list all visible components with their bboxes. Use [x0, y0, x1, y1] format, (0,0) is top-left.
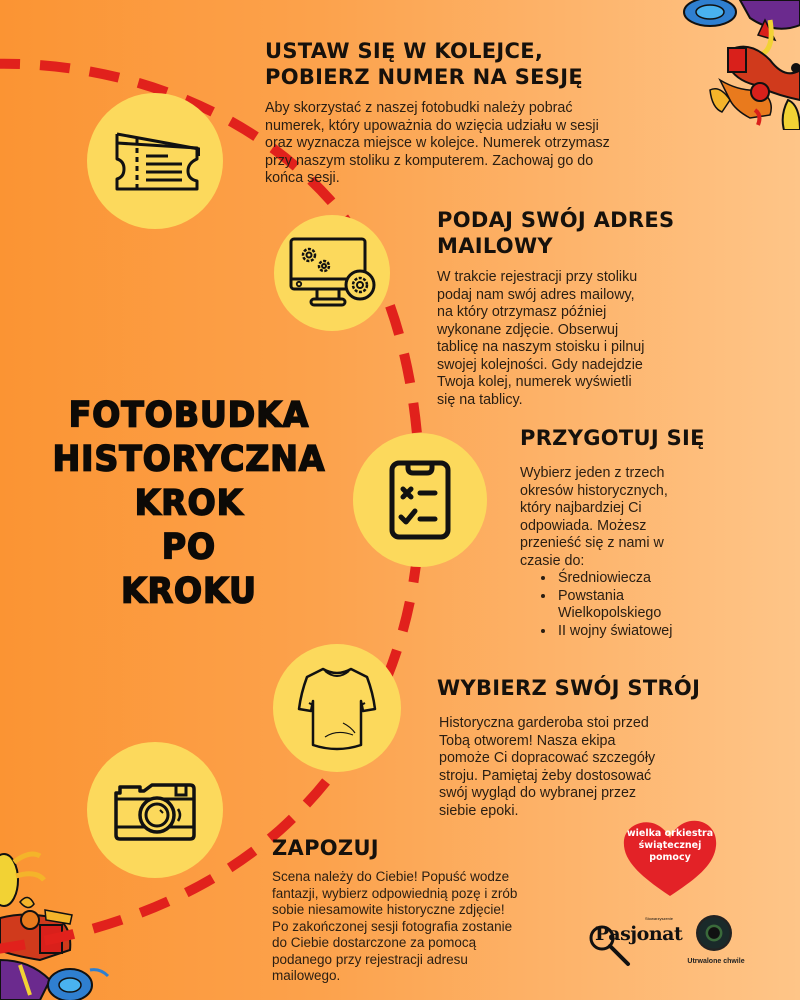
heading-line: ZAPOZUJ — [272, 836, 379, 860]
body-line: okresów historycznych, — [520, 482, 668, 499]
body-line: końca sesji. — [265, 170, 340, 186]
heading-line: WYBIERZ SWÓJ STRÓJ — [437, 676, 701, 700]
camera-icon — [112, 779, 198, 841]
body-line: stroju. Pamiętaj żeby dostosować — [439, 767, 652, 784]
body-line: Tobą otworem! Nasza ekipa — [439, 732, 616, 749]
body-line: Aby skorzystać z naszej fotobudki należy pobrać — [265, 100, 573, 116]
body-line: Po zakończonej sesji fotografia zostanie — [272, 918, 513, 934]
step-4 — [437, 675, 737, 820]
body-line: Wybierz jeden z trzech — [520, 465, 665, 481]
step-2 — [437, 207, 737, 409]
heading-line: USTAW SIĘ W KOLEJCE, — [265, 39, 544, 63]
body-line: który najbardziej Ci — [520, 500, 642, 516]
step-5-body — [272, 869, 572, 985]
computer-settings-icon — [287, 235, 377, 311]
body-line: odpowiada. Możesz — [520, 517, 647, 534]
body-line: tablicę na naszym stoisku i pilnuj — [437, 339, 645, 355]
step-1 — [265, 38, 705, 188]
step-4-heading — [437, 675, 737, 701]
step-4-circle — [273, 644, 401, 772]
step-1-circle — [87, 93, 223, 229]
heading-line: MAILOWY — [437, 234, 553, 258]
era-list — [520, 570, 726, 640]
step-3-body — [520, 465, 760, 570]
body-line: się na tablicy. — [437, 391, 523, 408]
body-line: czasie do: — [520, 552, 585, 569]
step-5-heading — [272, 835, 572, 861]
pasjonat-subtitle: Stowarzyszenie — [645, 916, 674, 921]
body-line: siebie epoki. — [439, 802, 519, 819]
body-line: przenieść się z nami w — [520, 535, 664, 551]
pasjonat-logo: Pasjonat — [595, 923, 683, 945]
title-line: KROKU — [121, 570, 257, 612]
body-line: na który otrzymasz później — [437, 304, 607, 320]
title-line: HISTORYCZNA — [52, 437, 326, 479]
step-1-heading — [265, 38, 705, 90]
step-1-body — [265, 100, 705, 188]
step-5 — [272, 835, 572, 985]
title-line: PO — [161, 526, 217, 568]
wosp-line: pomocy — [649, 852, 691, 863]
title-line: FOTOBUDKA — [68, 393, 310, 435]
era-list-item: • Powstania Wielkopolskiego — [556, 588, 678, 623]
body-line: fantazji, wybierz odpowiednią pozę i zrób — [272, 885, 518, 901]
body-line: oraz wyznacza miejsce w kolejce. Numerek otrzymasz — [265, 135, 610, 151]
title-line: KROK — [134, 482, 244, 523]
step-3-heading — [520, 425, 760, 451]
body-line: podaj nam swój adres mailowy, — [437, 286, 635, 303]
step-2-heading — [437, 207, 737, 259]
step-5-circle — [87, 742, 223, 878]
step-3 — [520, 425, 760, 640]
body-line: Twoja kolej, numerek wyświetli — [437, 374, 632, 390]
body-line: przy naszym stoliku z komputerem. Zachowaj go do — [265, 152, 594, 169]
body-line: W trakcie rejestracji przy stoliku — [437, 269, 638, 285]
wosp-line: świątecznej — [638, 840, 702, 851]
page-title — [24, 393, 354, 614]
era-list-item: • Średniowiecza — [556, 570, 726, 588]
step-4-body — [437, 715, 737, 820]
wosp-line: wielka orkiestra — [626, 828, 714, 839]
body-line: Scena należy do Ciebie! Popuść wodze — [272, 869, 510, 884]
ticket-icon — [110, 131, 200, 191]
step-2-circle — [274, 215, 390, 331]
step-2-body — [437, 269, 737, 409]
heading-line: POBIERZ NUMER NA SESJĘ — [265, 65, 583, 89]
body-line: Historyczna garderoba stoi przed — [439, 715, 649, 731]
body-line: mailowego. — [272, 968, 341, 983]
clipboard-checklist-icon — [388, 459, 452, 541]
heading-line: PRZYGOTUJ SIĘ — [520, 426, 705, 450]
heading-line: PODAJ SWÓJ ADRES — [437, 208, 675, 232]
body-line: do Ciebie dostarczone za pomocą — [272, 935, 477, 950]
body-line: swój wygląd do wybranej przez — [439, 785, 637, 801]
era-list-item: • II wojny światowej — [556, 623, 726, 641]
wosp-logo-text — [620, 828, 720, 864]
step-3-circle — [353, 433, 487, 567]
body-line: podanego przy rejestracji adresu — [272, 951, 468, 967]
body-line: swojej kolejności. Gdy nadejdzie — [437, 356, 643, 373]
body-line: numerek, który upoważnia do wzięcia udziału w sesji — [265, 117, 599, 134]
body-line: sobie niesamowite historyczne zdjęcie! — [272, 902, 505, 917]
tshirt-icon — [295, 663, 379, 753]
body-line: wykonane zdjęcie. Obserwuj — [437, 321, 619, 338]
body-line: pomoże Ci dopracować szczegóły — [439, 750, 656, 766]
camera-lens-logo — [696, 915, 732, 951]
utrwalone-chwile-caption: Utrwalone chwile — [687, 958, 745, 965]
